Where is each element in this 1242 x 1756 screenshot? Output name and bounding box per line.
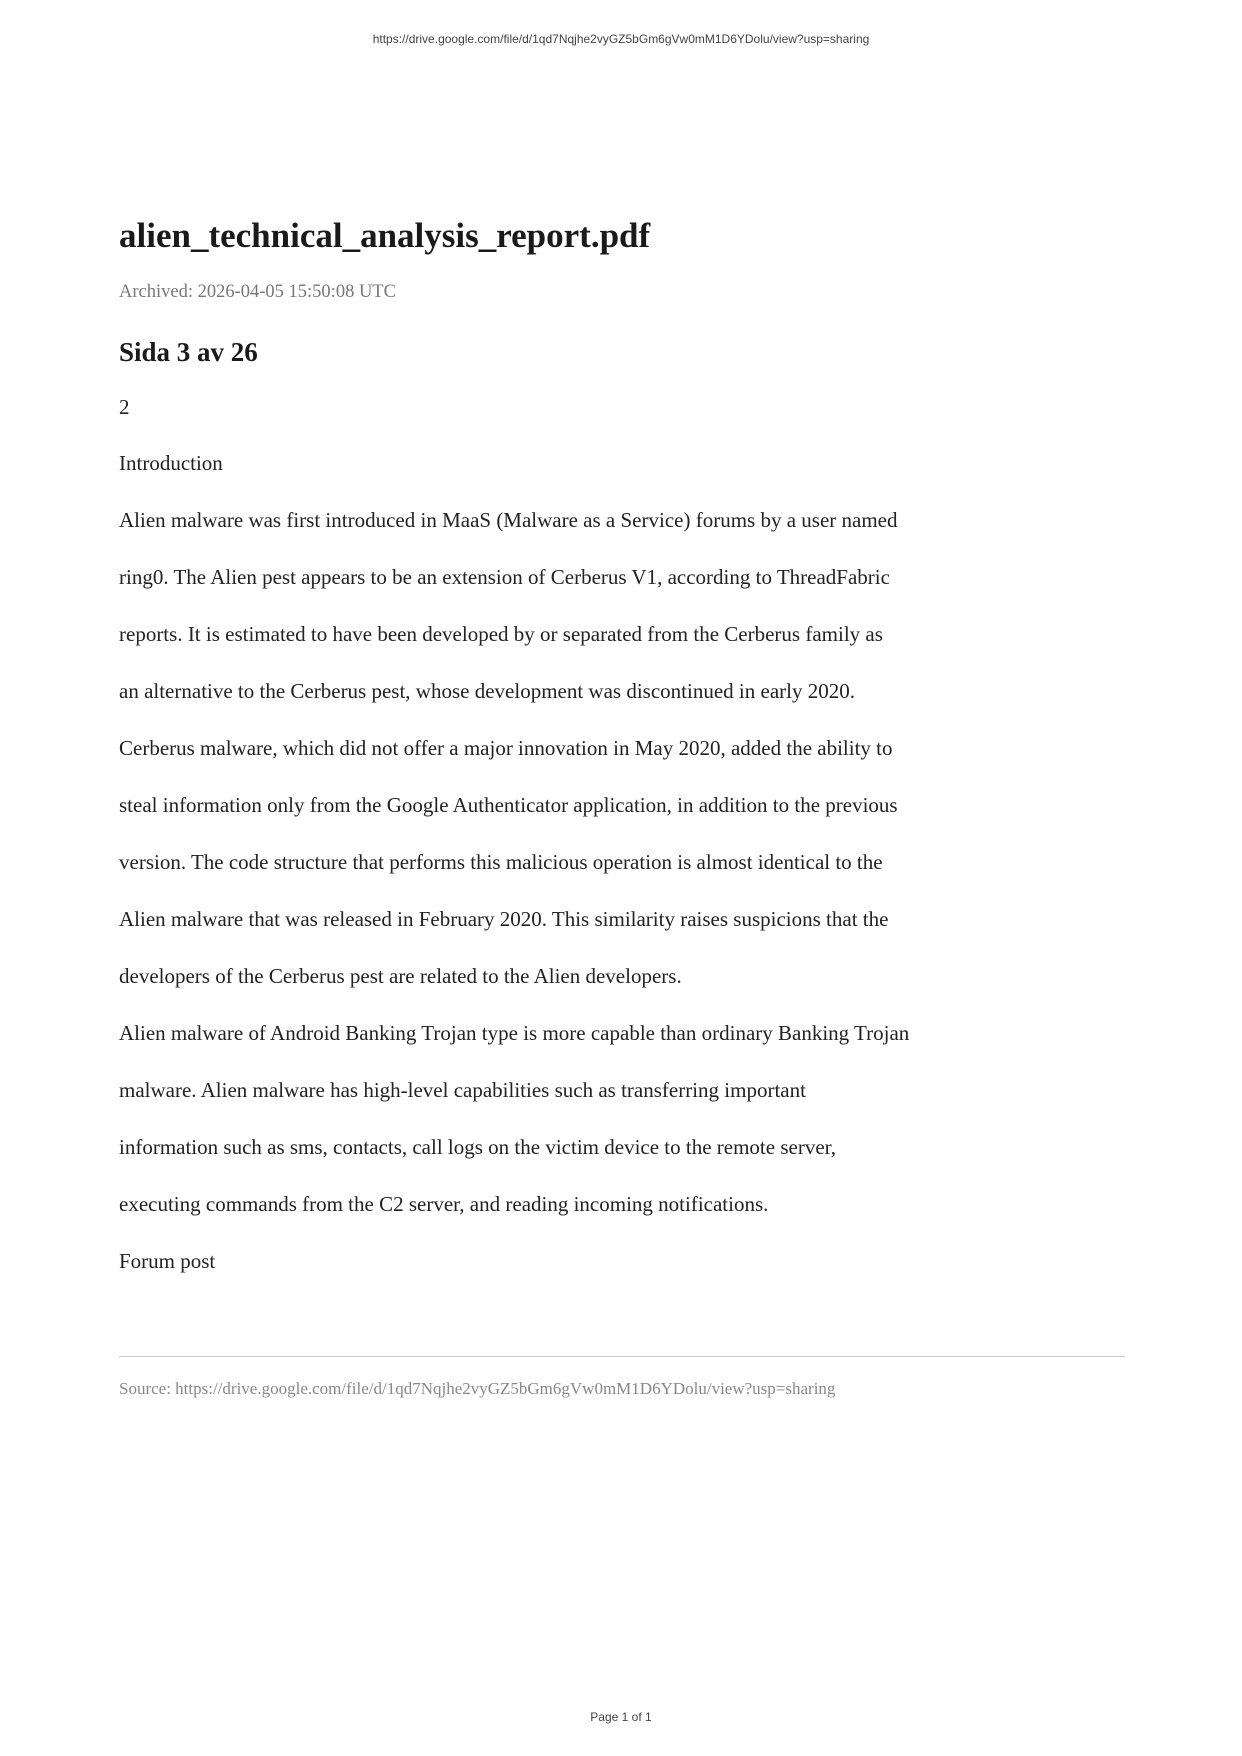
body-line: Alien malware of Android Banking Trojan type is more capable than ordinary Banking Trojan xyxy=(119,1021,910,1045)
body-line: Cerberus malware, which did not offer a major innovation in May 2020, added the ability to xyxy=(119,736,893,760)
body-line: an alternative to the Cerberus pest, whose development was discontinued in early 2020. xyxy=(119,679,855,703)
body-line: steal information only from the Google Authenticator application, in addition to the previous xyxy=(119,793,898,817)
page-heading: Sida 3 av 26 xyxy=(119,337,258,367)
print-header-url: https://drive.google.com/file/d/1qd7Nqjhe2vyGZ5bGm6gVw0mM1D6YDolu/view?usp=sharing xyxy=(372,32,870,46)
page-number: 2 xyxy=(119,395,130,419)
body-line: Forum post xyxy=(119,1249,216,1273)
body-line: developers of the Cerberus pest are related to the Alien developers. xyxy=(119,964,682,988)
body-line: version. The code structure that performs this malicious operation is almost identical to the xyxy=(119,850,883,874)
divider xyxy=(119,1356,1125,1357)
body-line: executing commands from the C2 server, and reading incoming notifications. xyxy=(119,1192,769,1216)
body-line: reports. It is estimated to have been developed by or separated from the Cerberus family as xyxy=(119,622,883,646)
body-line: information such as sms, contacts, call logs on the victim device to the remote server, xyxy=(119,1135,837,1159)
body-line: Alien malware was first introduced in MaaS (Malware as a Service) forums by a user named xyxy=(119,508,898,532)
body-line: ring0. The Alien pest appears to be an extension of Cerberus V1, according to ThreadFabric xyxy=(119,565,890,589)
body-line: malware. Alien malware has high-level capabilities such as transferring important xyxy=(119,1078,806,1102)
body-text xyxy=(119,492,1125,1290)
document-title: alien_technical_analysis_report.pdf xyxy=(119,216,651,255)
archived-timestamp: Archived: 2026-04-05 15:50:08 UTC xyxy=(119,282,396,302)
body-line: Alien malware that was released in February 2020. This similarity raises suspicions that the xyxy=(119,907,889,931)
document-content xyxy=(119,214,1125,1290)
source-url: Source: https://drive.google.com/file/d/1qd7Nqjhe2vyGZ5bGm6gVw0mM1D6YDolu/view?usp=sharing xyxy=(119,1379,836,1398)
print-footer-page-label: Page 1 of 1 xyxy=(590,1710,652,1724)
section-heading: Introduction xyxy=(119,451,223,475)
